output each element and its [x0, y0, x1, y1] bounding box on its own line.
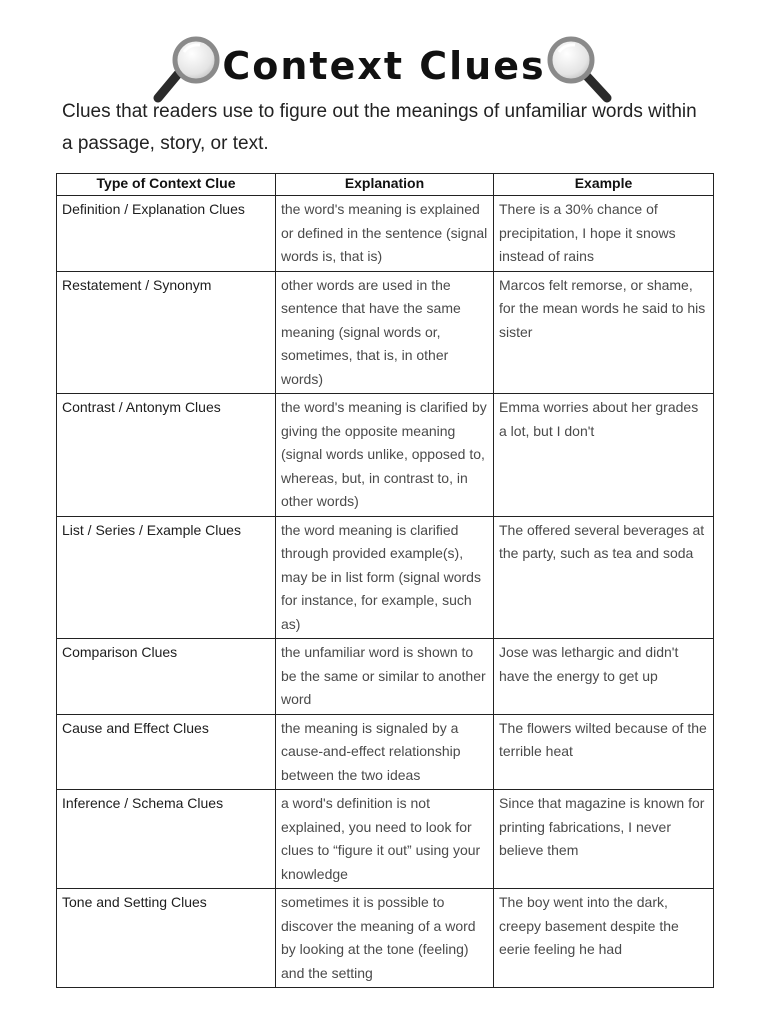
clue-type: Contrast / Antonym Clues	[57, 394, 276, 517]
column-header-explanation: Explanation	[276, 174, 494, 196]
header	[0, 30, 768, 102]
clue-explanation: other words are used in the sentence that have the same meaning (signal words or, sometimes, that is, in other words)	[276, 271, 494, 394]
table-row	[57, 196, 714, 272]
intro-text: Clues that readers use to figure out the meanings of unfamiliar words within a passage, story, or text.	[62, 101, 697, 154]
table-header-row	[57, 174, 714, 196]
clue-example: There is a 30% chance of precipitation, I hope it snows instead of rains	[494, 196, 714, 272]
table-row	[57, 790, 714, 889]
table-row	[57, 639, 714, 715]
clue-explanation: a word's definition is not explained, you need to look for clues to “figure it out” using your knowledge	[276, 790, 494, 889]
context-clues-table	[56, 173, 714, 988]
clue-explanation: the unfamiliar word is shown to be the same or similar to another word	[276, 639, 494, 715]
clue-type: Cause and Effect Clues	[57, 714, 276, 790]
clue-explanation: the meaning is signaled by a cause-and-effect relationship between the two ideas	[276, 714, 494, 790]
column-header-type: Type of Context Clue	[57, 174, 276, 196]
clue-example: Marcos felt remorse, or shame, for the mean words he said to his sister	[494, 271, 714, 394]
clue-example: The boy went into the dark, creepy basement despite the eerie feeling he had	[494, 889, 714, 988]
table-row	[57, 516, 714, 639]
clue-example: Since that magazine is known for printing fabrications, I never believe them	[494, 790, 714, 889]
table-row	[57, 271, 714, 394]
table-row	[57, 889, 714, 988]
clue-example: The flowers wilted because of the terrible heat	[494, 714, 714, 790]
clue-type: Restatement / Synonym	[57, 271, 276, 394]
table-row	[57, 714, 714, 790]
clue-explanation: the word's meaning is explained or defined in the sentence (signal words is, that is)	[276, 196, 494, 272]
clue-type: Comparison Clues	[57, 639, 276, 715]
clue-example: Jose was lethargic and didn't have the energy to get up	[494, 639, 714, 715]
column-header-example: Example	[494, 174, 714, 196]
clue-example: Emma worries about her grades a lot, but I don't	[494, 394, 714, 517]
clue-type: Tone and Setting Clues	[57, 889, 276, 988]
clue-explanation: the word meaning is clarified through provided example(s), may be in list form (signal words for instance, for example, such as)	[276, 516, 494, 639]
clue-explanation: the word's meaning is clarified by giving the opposite meaning (signal words unlike, opposed to, whereas, but, in contrast to, in other words)	[276, 394, 494, 517]
clue-explanation: sometimes it is possible to discover the meaning of a word by looking at the tone (feeling) and the setting	[276, 889, 494, 988]
table-row	[57, 394, 714, 517]
clue-example: The offered several beverages at the party, such as tea and soda	[494, 516, 714, 639]
clue-type: List / Series / Example Clues	[57, 516, 276, 639]
page-title: Context Clues	[222, 44, 546, 88]
clue-type: Inference / Schema Clues	[57, 790, 276, 889]
clue-type: Definition / Explanation Clues	[57, 196, 276, 272]
